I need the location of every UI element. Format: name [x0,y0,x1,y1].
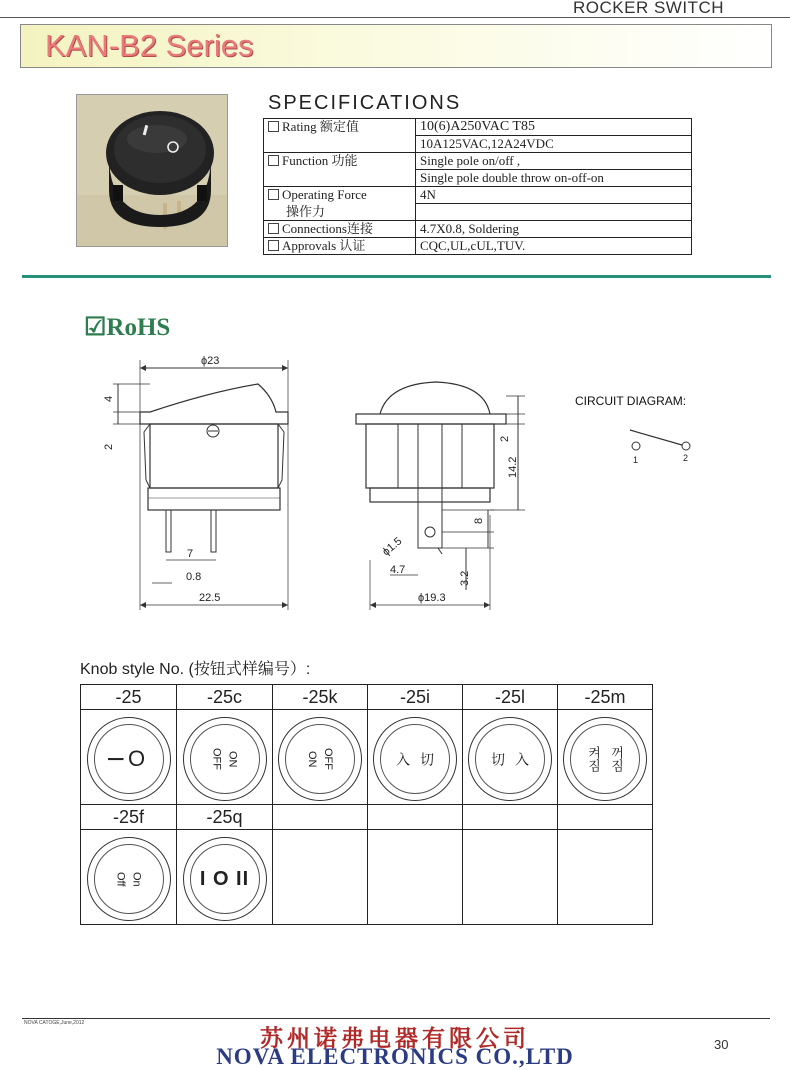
knob-mark: 切 [419,752,435,766]
spec-row [264,119,692,136]
circuit-diagram [630,430,690,450]
knob-code: -25k [273,685,367,710]
spec-label: Operating Force [282,187,367,203]
spec-label: 操作力 [286,203,326,219]
knob-face [373,717,457,801]
knob-mark: OFF [210,748,223,770]
knob-mark: ON [226,750,239,768]
knob-code: -25l [463,685,557,710]
spec-label [264,136,416,153]
company-name-cn: 苏州诺弗电器有限公司 [260,1025,530,1052]
spec-label [264,170,416,187]
spec-label: Rating 额定值 [282,119,359,135]
rohs-mark: ☑RoHS [84,314,171,341]
spec-value: 4.7X0.8, Soldering [416,221,692,238]
spec-row [264,221,692,238]
knob-mark: OFF [322,748,334,770]
spec-value [416,204,692,221]
dim-8: 8 [473,517,485,524]
dim-4-7: 4.7 [390,564,406,576]
dim-2: 2 [103,443,115,450]
knob-cell [177,685,273,805]
spec-value: Single pole double throw on-off-on [416,170,692,187]
knob-face [183,717,267,801]
spec-value: 4N [416,187,692,204]
spec-value: CQC,UL,cUL,TUV. [416,238,692,255]
series-title: KAN-B2 Series [45,28,254,63]
knob-style-table [80,684,653,925]
dim-0-8: 0.8 [186,571,202,583]
spec-row [264,170,692,187]
knob-cell-empty [558,805,652,924]
knob-mark: 入 [514,752,530,766]
knob-code: -25c [177,685,272,710]
side-view [356,382,525,610]
knob-code: -25 [81,685,176,710]
spec-row [264,187,692,204]
knob-cell [81,805,177,924]
knob-code: -25f [81,805,176,830]
dim-22-5: 22.5 [199,592,221,604]
checkbox-icon [268,240,279,251]
knob-mark: 꺼짐 [609,746,624,772]
knob-face [563,717,647,801]
knob-face [278,717,362,801]
knob-mark: O [128,746,146,771]
checkbox-icon [268,223,279,234]
knob-mark: On [130,871,143,887]
knob-cell-empty [463,805,558,924]
spec-label: Approvals 认证 [282,238,366,253]
knob-cell [177,805,273,924]
dim-7: 7 [187,548,194,560]
knob-code: -25m [558,685,652,710]
circuit-diagram-label: CIRCUIT DIAGRAM: [575,394,687,408]
header-label: ROCKER SWITCH [573,0,724,17]
spec-row [264,136,692,153]
spec-value: Single pole on/off , [416,153,692,170]
section-divider [22,275,771,278]
knob-cell [558,685,652,805]
knob-mark: 入 [395,752,411,766]
knob-mark: I O II [199,867,250,890]
checkbox-icon [268,155,279,166]
knob-mark: I [102,755,128,763]
knob-face [468,717,552,801]
company-name-en: NOVA ELECTRONICS CO.,LTD [216,1044,574,1069]
catalog-code: NOVA CATOGE,June,2012 [24,1020,85,1026]
spec-row [264,153,692,170]
knob-cell [463,685,558,805]
dim-phi19-3: ϕ19.3 [418,592,446,604]
circuit-pin-1: 1 [633,455,639,465]
footer-rule [22,1018,770,1019]
knob-face [87,717,171,801]
knob-face [183,837,267,921]
knob-mark: Off [114,871,127,887]
knob-cell [368,685,463,805]
dim-3-2: 3.2 [459,570,471,586]
spec-value: 10A125VAC,12A24VDC [416,136,692,153]
product-photo [76,94,228,247]
dim-4: 4 [103,395,115,402]
spec-row [264,238,692,255]
knob-style-caption: Knob style No. (按钮式样编号）: [80,661,311,678]
specifications-table [263,118,692,255]
dim-phi23: ϕ23 [201,355,220,367]
series-band [20,24,772,68]
knob-cell [81,685,177,805]
knob-cell-empty [273,805,368,924]
knob-mark: 켜짐 [586,746,601,772]
knob-cell-empty [368,805,463,924]
dimension-drawing [0,340,790,620]
circuit-pin-2: 2 [683,453,689,463]
specifications-heading: SPECIFICATIONS [268,92,462,114]
knob-mark: ON [306,750,318,768]
checkbox-icon [268,121,279,132]
dim-phi1-5: ϕ1.5 [380,535,405,559]
knob-code: -25q [177,805,272,830]
spec-value: 10(6)A250VAC T85 [416,119,692,136]
knob-code: -25i [368,685,462,710]
spec-label: Function 功能 [282,153,358,169]
spec-label: Connections连接 [282,221,373,236]
checkbox-icon [268,189,279,200]
knob-face [87,837,171,921]
dim-14-2: 14.2 [507,456,519,478]
dim-side-2: 2 [499,435,511,442]
page-number: 30 [714,1037,729,1052]
knob-cell [273,685,368,805]
knob-mark: 切 [490,752,506,766]
spec-row [264,204,692,221]
